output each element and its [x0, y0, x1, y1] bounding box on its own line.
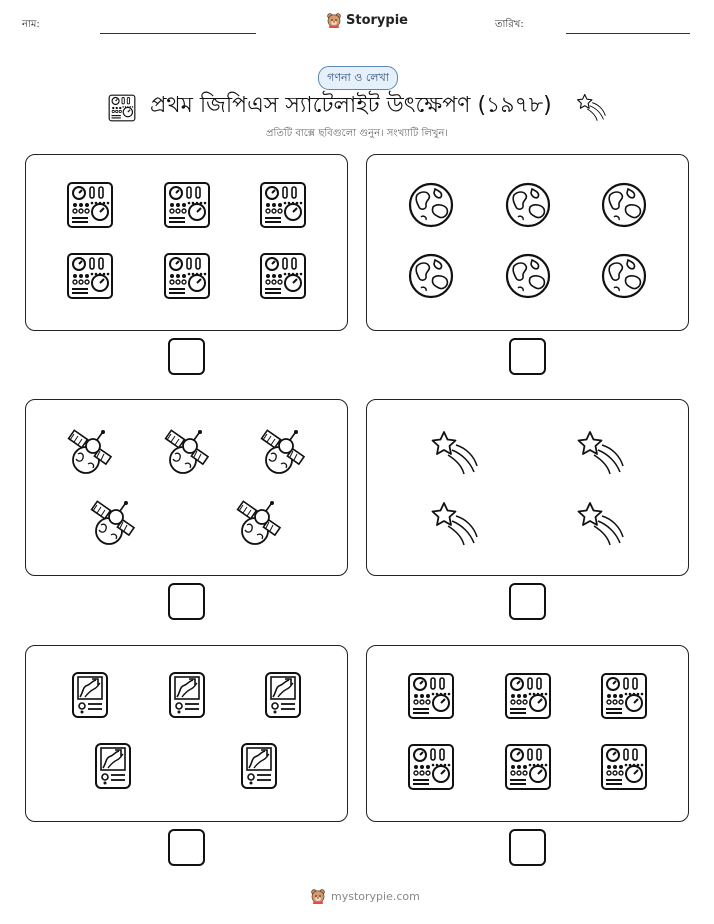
- control-panel-icon: [259, 181, 307, 229]
- gps-map-device-icon: [70, 670, 110, 720]
- control-panel-icon: [504, 672, 552, 720]
- shooting-star-icon: [576, 499, 624, 547]
- storypie-logo: [326, 12, 408, 28]
- counting-box-5: [25, 645, 348, 822]
- gps-map-device-icon: [239, 741, 279, 791]
- earth-globe-icon: [407, 181, 455, 229]
- bear-mascot-icon: [310, 888, 326, 904]
- answer-box-5[interactable]: [168, 829, 205, 866]
- earth-globe-icon: [407, 252, 455, 300]
- gps-map-device-icon: [263, 670, 303, 720]
- control-panel-icon: [108, 94, 136, 122]
- bear-mascot-icon: [326, 12, 342, 28]
- earth-globe-icon: [600, 181, 648, 229]
- shooting-star-icon: [576, 92, 606, 122]
- gps-map-device-icon: [167, 670, 207, 720]
- shooting-star-icon: [430, 428, 478, 476]
- counting-box-6: [366, 645, 689, 822]
- shooting-star-icon: [576, 428, 624, 476]
- page-title: প্রথম জিপিএস স্যাটেলাইট উৎক্ষেপণ (১৯৭৮): [150, 93, 552, 118]
- control-panel-icon: [163, 252, 211, 300]
- counting-box-2: [366, 154, 689, 331]
- control-panel-icon: [66, 181, 114, 229]
- satellite-earth-icon: [66, 428, 114, 476]
- control-panel-icon: [407, 672, 455, 720]
- control-panel-icon: [407, 743, 455, 791]
- control-panel-icon: [600, 743, 648, 791]
- answer-box-3[interactable]: [168, 583, 205, 620]
- answer-box-1[interactable]: [168, 338, 205, 375]
- earth-globe-icon: [600, 252, 648, 300]
- footer: [310, 888, 420, 904]
- shooting-star-icon: [430, 499, 478, 547]
- date-label: তারিখ:: [495, 19, 524, 30]
- earth-globe-icon: [504, 252, 552, 300]
- brand-name: Storypie: [346, 12, 408, 28]
- category-tag: গণনা ও লেখা: [318, 66, 398, 90]
- name-field-line[interactable]: [100, 33, 256, 34]
- control-panel-icon: [66, 252, 114, 300]
- footer-url[interactable]: mystorypie.com: [331, 889, 420, 903]
- control-panel-icon: [504, 743, 552, 791]
- control-panel-icon: [163, 181, 211, 229]
- gps-map-device-icon: [93, 741, 133, 791]
- date-field-line[interactable]: [566, 33, 690, 34]
- answer-box-4[interactable]: [509, 583, 546, 620]
- control-panel-icon: [259, 252, 307, 300]
- counting-box-3: [25, 399, 348, 576]
- satellite-earth-icon: [259, 428, 307, 476]
- satellite-earth-icon: [163, 428, 211, 476]
- answer-box-6[interactable]: [509, 829, 546, 866]
- name-label: নাম:: [22, 19, 40, 30]
- counting-box-1: [25, 154, 348, 331]
- satellite-earth-icon: [89, 499, 137, 547]
- control-panel-icon: [600, 672, 648, 720]
- counting-box-4: [366, 399, 689, 576]
- answer-box-2[interactable]: [509, 338, 546, 375]
- earth-globe-icon: [504, 181, 552, 229]
- satellite-earth-icon: [235, 499, 283, 547]
- instructions: প্রতিটি বাক্সে ছবিগুলো গুনুন। সংখ্যাটি লিখুন।: [266, 128, 448, 139]
